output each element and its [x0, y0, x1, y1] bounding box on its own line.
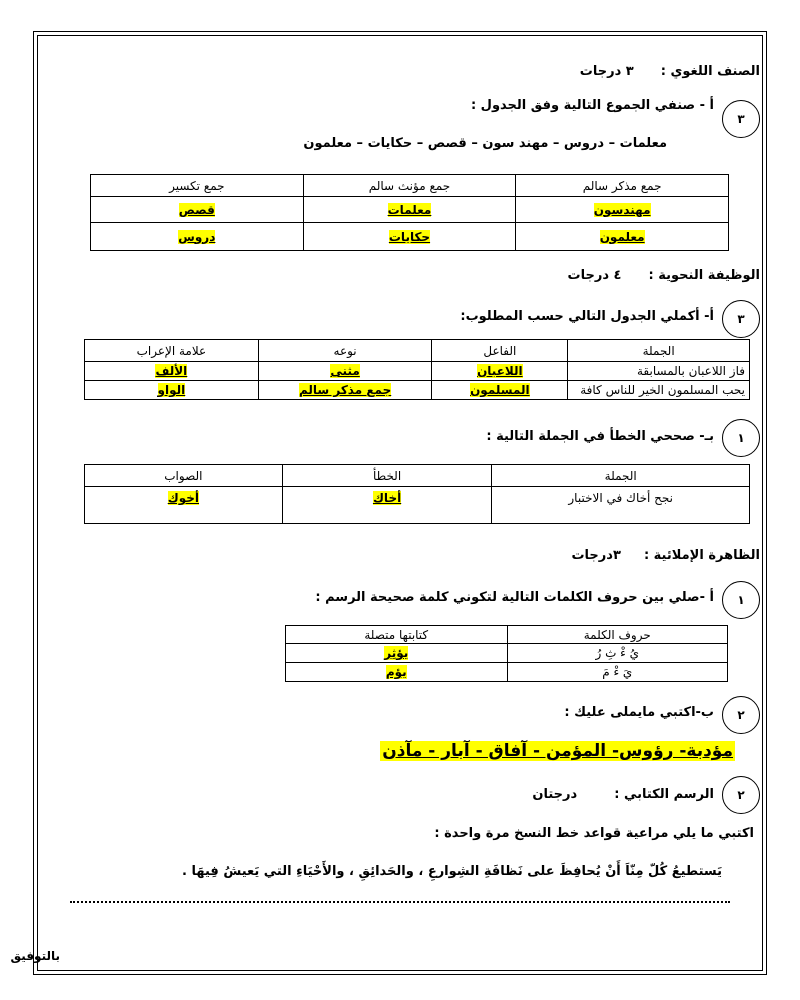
- table-cell: معلمون: [599, 229, 645, 244]
- score-circle-s4: ٢: [722, 776, 760, 814]
- section4-grade: درجتان: [532, 787, 578, 802]
- section1-grade: ٣ درجات: [579, 64, 634, 79]
- table-header: جمع تكسير: [91, 175, 304, 197]
- section2b-instruction: بـ- صححي الخطأ في الجملة التالية :: [486, 429, 714, 444]
- table-cell: أخوك: [167, 491, 200, 505]
- table-cell: الألف: [155, 364, 188, 378]
- section3-title: الظاهرة الإملائية :: [643, 548, 760, 563]
- section3-heading: [571, 548, 760, 563]
- score-circle-s3b: ٢: [722, 696, 760, 734]
- score-circle-s2a: ٣: [722, 300, 760, 338]
- table-cell: يحب المسلمون الخير للناس كافة: [568, 381, 750, 400]
- table-header: الجملة: [492, 465, 750, 487]
- section3-grade: ٣درجات: [571, 548, 621, 563]
- section3a-instruction: أ -صلي بين حروف الكلمات التالية لتكوني كلمة صحيحة الرسم :: [315, 590, 714, 605]
- footer-text: بالتوفيق: [10, 949, 60, 963]
- table-cell: المسلمون: [470, 383, 530, 397]
- dictation-text: مؤدبة- رؤوس- المؤمن - آفاق - آبار - مآذن: [382, 741, 733, 761]
- table-cell: مهندسون: [593, 202, 651, 217]
- section1-title: الصنف اللغوي :: [660, 64, 760, 79]
- table-header: جمع مؤنث سالم: [303, 175, 516, 197]
- table-cell: قصص: [178, 202, 215, 217]
- table-cell: معلمات: [387, 202, 432, 217]
- section4-instruction: اكتبي ما يلي مراعية قواعد خط النسخ مرة واحدة :: [434, 826, 754, 841]
- table-cell: يُ ءْ ثِ رُ: [507, 644, 728, 663]
- section1-instruction: أ - صنفي الجموع التالية وفق الجدول :: [470, 98, 714, 113]
- writing-line: [70, 901, 730, 903]
- table-header: الفاعل: [432, 340, 568, 362]
- table-cell: جمع مذكر سالم: [298, 383, 392, 397]
- section4-heading: [532, 787, 714, 802]
- score-circle-s3a: ١: [722, 581, 760, 619]
- table-cell: حكايات: [388, 229, 431, 244]
- table-header: الصواب: [85, 465, 283, 487]
- section2-grade: ٤ درجات: [567, 268, 622, 283]
- table-cell: فاز اللاعبان بالمسابقة: [568, 362, 750, 381]
- table-header: جمع مذكر سالم: [516, 175, 729, 197]
- table-cell: مثنى: [330, 364, 360, 378]
- table-header: علامة الإعراب: [85, 340, 259, 362]
- section2-heading: [568, 268, 760, 283]
- section1-heading: [580, 64, 760, 79]
- correction-table: [84, 464, 750, 524]
- table-cell: الواو: [157, 383, 186, 397]
- table-cell: نجح أخاك في الاختبار: [492, 487, 750, 524]
- table-cell: دروس: [178, 229, 216, 244]
- table-header: الجملة: [568, 340, 750, 362]
- plural-table: [90, 174, 729, 251]
- copy-sentence: يَستطيعُ كُلّ مِنّاَ أَنْ يُحافِظَ على نَظافَةِ الشِوارعِ ، والحَدائِقِ ، والأَحْيَاءِ التي يَعيشُ فِيهَا .: [182, 864, 722, 879]
- section4-title: الرسم الكتابي :: [614, 787, 714, 802]
- table-header: الخطأ: [282, 465, 492, 487]
- table-cell: اللاعبان: [477, 364, 523, 378]
- section2-title: الوظيفة النحوية :: [648, 268, 760, 283]
- table-cell: يَ ءْ مَ: [507, 663, 728, 682]
- table-cell: يؤم: [385, 665, 407, 679]
- grammar-table: [84, 339, 750, 400]
- dictation-words: [380, 741, 735, 761]
- score-circle-s2b: ١: [722, 419, 760, 457]
- word-list: معلمات – دروس – مهند سون – قصص – حكايات – معلمون: [303, 136, 667, 151]
- score-circle-s1: ٣: [722, 100, 760, 138]
- table-header: حروف الكلمة: [507, 626, 728, 644]
- table-header: كتابتها متصلة: [286, 626, 508, 644]
- spelling-table: [285, 625, 728, 682]
- table-cell: يؤثِر: [384, 646, 409, 660]
- section2a-instruction: أ- أكملي الجدول التالي حسب المطلوب:: [460, 309, 714, 324]
- section3b-instruction: ب-اكتبي مايملى عليك :: [564, 705, 714, 720]
- table-cell: أخاك: [372, 491, 402, 505]
- table-header: نوعه: [258, 340, 432, 362]
